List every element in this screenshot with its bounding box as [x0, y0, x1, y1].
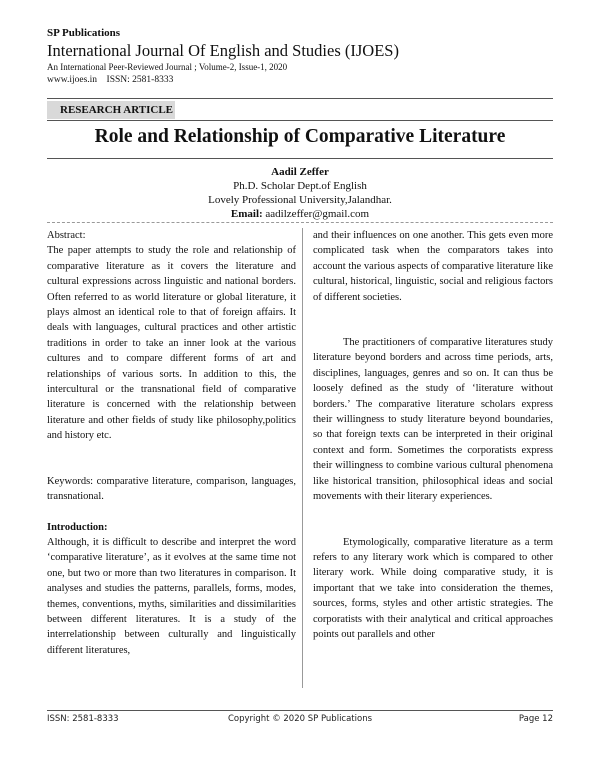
author-email-line: [47, 207, 553, 221]
footer-copyright: Copyright © 2020 SP Publications: [227, 714, 373, 724]
publisher-name: SP Publications: [47, 27, 121, 39]
journal-header: [47, 27, 567, 87]
keywords: Keywords: comparative literature, comparison, languages, transnational.: [47, 475, 296, 503]
journal-website[interactable]: www.ijoes.in: [47, 75, 98, 85]
right-paragraph-3: Etymologically, comparative literature as a term refers to any literary work which is compared to other literary work. While doing comparative study, it is important that we take into consideration the themes, sources, forms, styles and other artistic strategies. The corporatists with their analytical and critical approaches points out parallels and other: [313, 536, 553, 640]
introduction-heading: Introduction:: [47, 521, 108, 533]
header-rule-top: [47, 98, 553, 99]
author-email[interactable]: aadilzeffer@gmail.com: [265, 208, 370, 220]
abstract-label: Abstract:: [47, 230, 86, 241]
footer-rule: [47, 710, 553, 711]
author-position: Ph.D. Scholar Dept.of English: [233, 180, 367, 192]
right-column: [313, 228, 553, 642]
journal-issn: ISSN: 2581-8333: [106, 75, 174, 85]
footer-page-number: Page 12: [518, 714, 553, 724]
author-name: Aadil Zeffer: [271, 166, 329, 178]
abstract-text: The paper attempts to study the role and relationship of comparative literature as it covers the literature and cultural expressions across linguistic and national borders. Often referred to as world literature or global literature, it plays almost an identical role to that of foreign affairs. It deals with languages, cultural practices and other artistic traditions in order to take an inner look at the various cultures and to compare different forms of art and relationships of various sorts. In addition to this, the intercultural or the transnational field of comparative literature is concerned with the relationship between literature and other fields of study like philosophy,politics and history etc.: [47, 245, 296, 442]
introduction-text: Although, it is difficult to describe and interpret the word ‘comparative literature’, as it evolves at the same time not one, but two or more than two literatures in comparison. It analyses and studies the patterns, parallels, forms, modes, themes, conventions, myths, similarities and dissimilarities between different literatures. It is a study of the interrelationship between culturally and linguistically different literatures,: [47, 536, 296, 656]
journal-website-issn: [47, 74, 567, 87]
section-label: RESEARCH ARTICLE: [60, 104, 174, 116]
author-institution: Lovely Professional University,Jalandhar.: [208, 194, 392, 206]
header-rule-bottom: [47, 120, 553, 121]
journal-title: International Journal Of English and Studies (IJOES): [47, 41, 399, 60]
page-footer: [47, 712, 553, 732]
journal-meta: An International Peer-Reviewed Journal ; Volume-2, Issue-1, 2020: [47, 62, 288, 72]
right-paragraph-1: and their influences on one another. This gets even more complicated task when the comparators takes into account the various aspects of comparative literature like cultural, historical, linguistic, social and religious factors of different societies.: [313, 230, 553, 303]
author-block: [47, 165, 553, 221]
author-divider: [47, 222, 553, 223]
email-label: Email:: [230, 208, 263, 220]
article-title: Role and Relationship of Comparative Literature: [94, 126, 506, 147]
footer-issn: ISSN: 2581-8333: [47, 714, 119, 724]
left-column: [47, 228, 303, 688]
title-rule: [47, 158, 553, 159]
right-paragraph-2: The practitioners of comparative literatures study literature beyond borders and across time periods, arts, disciplines, languages, genres and so on. It can thus be loosely defined as the study of ‘literature without borders.’ The comparative literature scholars express their willingness to study literature beyond boundaries, so that foreign texts can be interpreted in their original context and form. Sometimes the corporatists express their willingness to combine various cultural phenomena like historical transition, philosophical ideas and social movements with their literary experiences.: [313, 337, 553, 503]
